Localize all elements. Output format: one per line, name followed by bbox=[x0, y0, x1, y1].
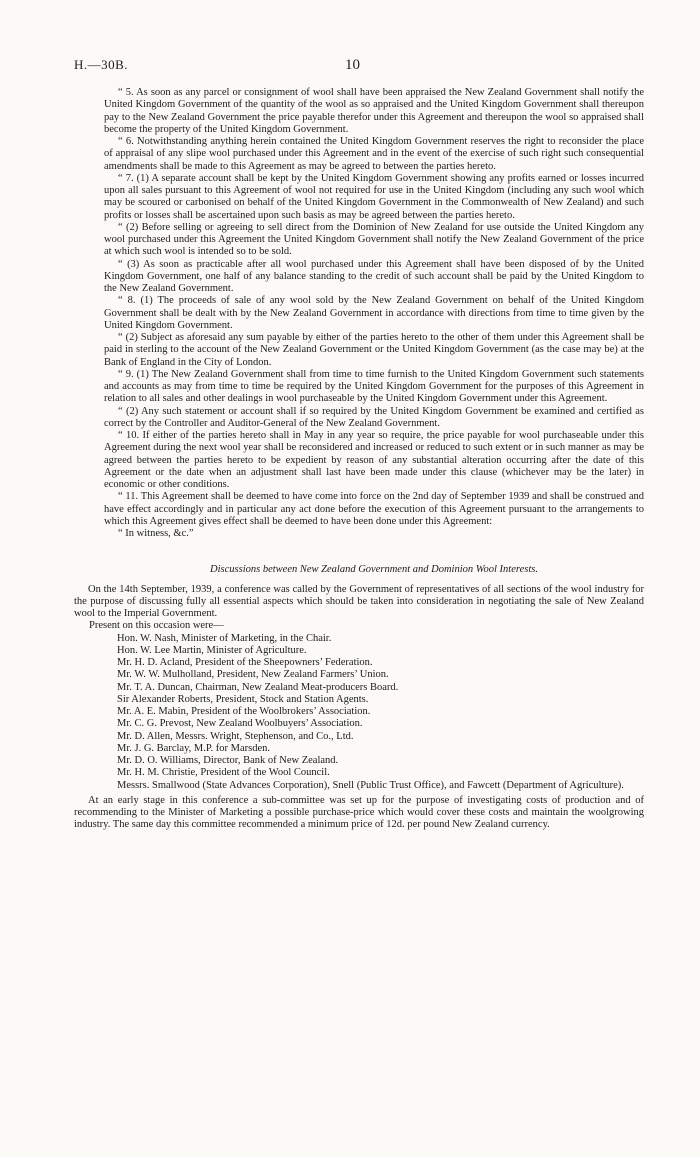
clause-6: “ 6. Notwithstanding anything herein contained the United Kingdom Government reserves the right to reconsider the place of appraisal of any slipe wool purchased under this Agreement and in the event of the exercise of such right such consequential amendments shall be made to this Agreement as may be agreed to between the parties hereto. bbox=[104, 136, 644, 172]
in-witness: “ In witness, &c.” bbox=[118, 528, 194, 539]
attendee: Mr. J. G. Barclay, M.P. for Marsden. bbox=[117, 742, 271, 754]
page-number: 10 bbox=[345, 57, 360, 73]
attendee: Mr. D. Allen, Messrs. Wright, Stephenson, and Co., Ltd. bbox=[117, 730, 354, 742]
attendee: Messrs. Smallwood (State Advances Corporation), Snell (Public Trust Office), and Fawcett (Department of Agriculture). bbox=[117, 779, 624, 791]
attendee: Mr. C. G. Prevost, New Zealand Woolbuyers’ Association. bbox=[117, 718, 363, 730]
attendee: Mr. D. O. Williams, Director, Bank of New Zealand. bbox=[117, 755, 339, 766]
attendee: Hon. W. Lee Martin, Minister of Agriculture. bbox=[117, 644, 307, 656]
attendee: Sir Alexander Roberts, President, Stock and Station Agents. bbox=[117, 693, 369, 705]
attendee: Mr. H. M. Christie, President of the Wool Council. bbox=[117, 767, 330, 779]
clause-7-1: “ 7. (1) A separate account shall be kept by the United Kingdom Government showing any profits earned or losses incurred upon all sales pursuant to this Agreement of wool not required for use in the United Kingdom (including any such wool which may be scoured or carbonised on behalf of the United Kingdom Government in the Commonwealth of New Zealand) and such profits or losses shall be ascertained upon such basis as may be agreed between the parties hereto. bbox=[104, 172, 644, 221]
attendee-list bbox=[104, 633, 644, 792]
clause-9-1: “ 9. (1) The New Zealand Government shall from time to time furnish to the United Kingdom Government such statements and accounts as may from time to time be required by the United Kingdom Government for the purposes of this Agreement in relation to all sales and other dealings in wool purchaseable by the United Kingdom Government under this Agreement. bbox=[104, 368, 644, 405]
attendee: Mr. W. W. Mulholland, President, New Zealand Farmers’ Union. bbox=[117, 669, 389, 681]
conference-paragraph: On the 14th September, 1939, a conference was called by the Government of representatives of all sections of the wool industry for the purpose of discussing fully all essential aspects which should be taken into consideration in negotiating the sale of New Zealand wool to the Imperial Government. bbox=[74, 583, 644, 619]
clause-5: “ 5. As soon as any parcel or consignment of wool shall have been appraised the New Zealand Government shall notify the United Kingdom Government of the quantity of the wool as so appraised and the United Kingdom Government shall thereupon pay to the New Zealand Government the price payable therefor under this Agreement and thereupon the wool so appraised shall become the property of the United Kingdom Government. bbox=[104, 87, 644, 135]
clause-7-2: “ (2) Before selling or agreeing to sell direct from the Dominion of New Zealand for use outside the United Kingdom any wool purchased under this Agreement the United Kingdom Government shall notify the New Zealand Government of the price at which such wool is intended so to be sold. bbox=[104, 221, 644, 258]
section-heading: Discussions between New Zealand Government and Dominion Wool Interests. bbox=[210, 564, 538, 576]
attendee: Mr. H. D. Acland, President of the Sheepowners’ Federation. bbox=[117, 657, 373, 668]
clause-8-1: “ 8. (1) The proceeds of sale of any wool sold by the New Zealand Government on behalf of the United Kingdom Government shall be dealt with by the New Zealand Government in accordance with directions from time to time given by the United Kingdom Government. bbox=[104, 295, 644, 331]
attendee: Mr. T. A. Duncan, Chairman, New Zealand Meat-producers Board. bbox=[117, 681, 399, 693]
document-body bbox=[74, 87, 644, 832]
closing-paragraph: At an early stage in this conference a sub-committee was set up for the purpose of investigating costs of production and of recommending to the Minister of Marketing a possible purchase-price which would cover these costs and maintain the woolgrowing industry. The same day this committee recommended a minimum price of 12d. per pound New Zealand currency. bbox=[74, 794, 644, 831]
clause-7-3: “ (3) As soon as practicable after all wool purchased under this Agreement shall have been disposed of by the United Kingdom Government, one half of any balance standing to the credit of such account shall be paid by the United Kingdom to the New Zealand Government. bbox=[104, 258, 644, 294]
clause-10: “ 10. If either of the parties hereto shall in May in any year so require, the price payable for wool purchaseable under this Agreement during the next wool year shall be reconsidered and increased or reduced to such extent or in such manner as may be agreed between the parties hereto to be expedient by reason of any substantial alteration occurring after the date of this Agreement or the date when an adjustment shall last have been made under this clause (whichever may be the later) in economic or other conditions. bbox=[104, 430, 644, 490]
attendee: Hon. W. Nash, Minister of Marketing, in the Chair. bbox=[117, 632, 332, 644]
clause-11: “ 11. This Agreement shall be deemed to have come into force on the 2nd day of September 1939 and shall be construed and have effect accordingly and in particular any act done before the execution of this Agreement pursuant to the arrangements to which this Agreement gives effect shall be deemed to have been done under this Agreement: bbox=[104, 491, 644, 527]
page-series-id: H.—30B. bbox=[74, 57, 129, 72]
clause-9-2: “ (2) Any such statement or account shall if so required by the United Kingdom Government be examined and certified as correct by the Controller and Auditor-General of the New Zealand Government. bbox=[104, 405, 644, 429]
clause-8-2: “ (2) Subject as aforesaid any sum payable by either of the parties hereto to the other of them under this Agreement shall be paid in sterling to the account of the New Zealand Government or the United Kingdom Government (as the case may be) at the Bank of England in the City of London. bbox=[104, 332, 644, 368]
attendee: Mr. A. E. Mabin, President of the Woolbrokers’ Association. bbox=[117, 706, 371, 717]
present-intro: Present on this occasion were— bbox=[89, 620, 224, 632]
